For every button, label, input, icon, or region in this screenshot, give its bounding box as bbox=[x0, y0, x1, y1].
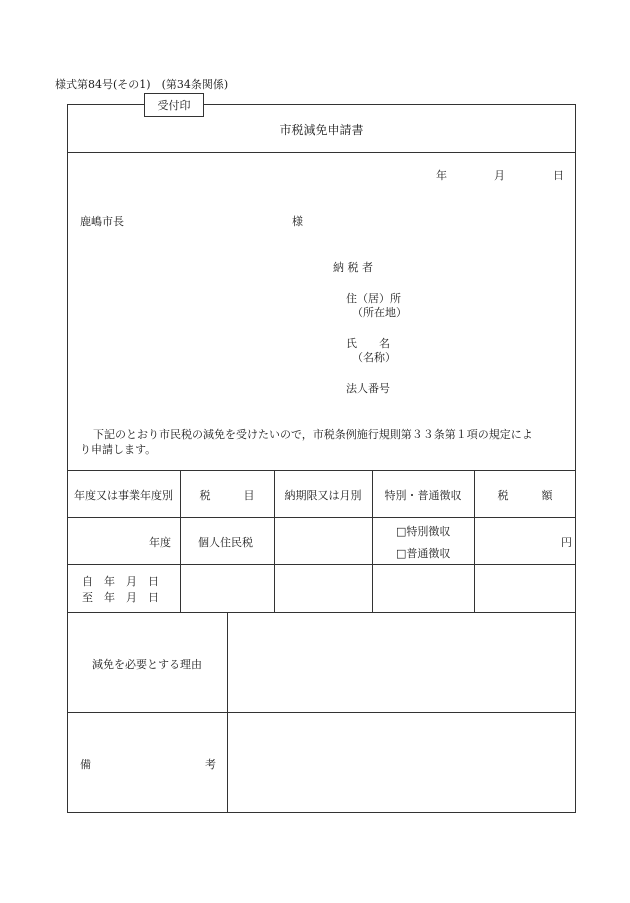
table-row2-bottom-line bbox=[67, 612, 576, 613]
reason-label: 減免を必要とする理由 bbox=[92, 658, 202, 671]
address-label: 住（居）所 bbox=[346, 292, 401, 305]
addressee-name: 鹿嶋市長 bbox=[80, 215, 124, 228]
table-header-top-line bbox=[67, 470, 576, 471]
normal-collection-checkbox[interactable]: □普通徴収 bbox=[396, 547, 451, 560]
statement-line-2: り申請します。 bbox=[80, 443, 157, 456]
header-tax-amount: 税 額 bbox=[497, 489, 553, 502]
remarks-label-right: 考 bbox=[205, 758, 216, 771]
table-header-bottom-line bbox=[67, 517, 576, 518]
row1-tax-item: 個人住民税 bbox=[198, 536, 253, 549]
reason-bottom-line bbox=[67, 712, 576, 713]
statement-line-1: 下記のとおり市民税の減免を受けたいので，市税条例施行規則第３３条第１項の規定によ bbox=[93, 428, 533, 441]
remarks-label-left: 備 bbox=[80, 758, 91, 771]
header-fiscal-year: 年度又は事業年度別 bbox=[74, 489, 173, 502]
name-sub-label: （名称） bbox=[352, 351, 396, 364]
header-due-date: 納期限又は月別 bbox=[284, 489, 362, 502]
date-day: 日 bbox=[553, 169, 564, 182]
row1-yen-unit: 円 bbox=[561, 536, 572, 549]
address-sub-label: （所在地） bbox=[352, 306, 407, 319]
stamp-label: 受付印 bbox=[157, 99, 191, 112]
title-divider bbox=[67, 152, 576, 153]
header-collection-type: 特別・普通徴収 bbox=[384, 489, 462, 502]
addressee-honorific: 様 bbox=[292, 215, 303, 228]
reception-stamp-box bbox=[144, 93, 204, 117]
name-label: 氏 名 bbox=[346, 337, 390, 350]
table-row1-bottom-line bbox=[67, 564, 576, 565]
form-title: 市税減免申請書 bbox=[279, 123, 364, 137]
lower-label-divider bbox=[227, 612, 228, 813]
form-frame bbox=[67, 104, 576, 813]
date-month: 月 bbox=[494, 169, 505, 182]
header-tax-item: 税 目 bbox=[199, 489, 255, 502]
date-year: 年 bbox=[436, 169, 447, 182]
row2-to-date: 至 年 月 日 bbox=[82, 591, 159, 604]
row2-from-date: 自 年 月 日 bbox=[82, 575, 159, 588]
taxpayer-heading: 納 税 者 bbox=[333, 261, 373, 274]
corporate-number-label: 法人番号 bbox=[346, 382, 390, 395]
form-number: 様式第84号(その1) (第34条関係) bbox=[55, 78, 229, 91]
row1-fiscal-year: 年度 bbox=[149, 536, 171, 549]
special-collection-checkbox[interactable]: □特別徴収 bbox=[396, 525, 451, 538]
